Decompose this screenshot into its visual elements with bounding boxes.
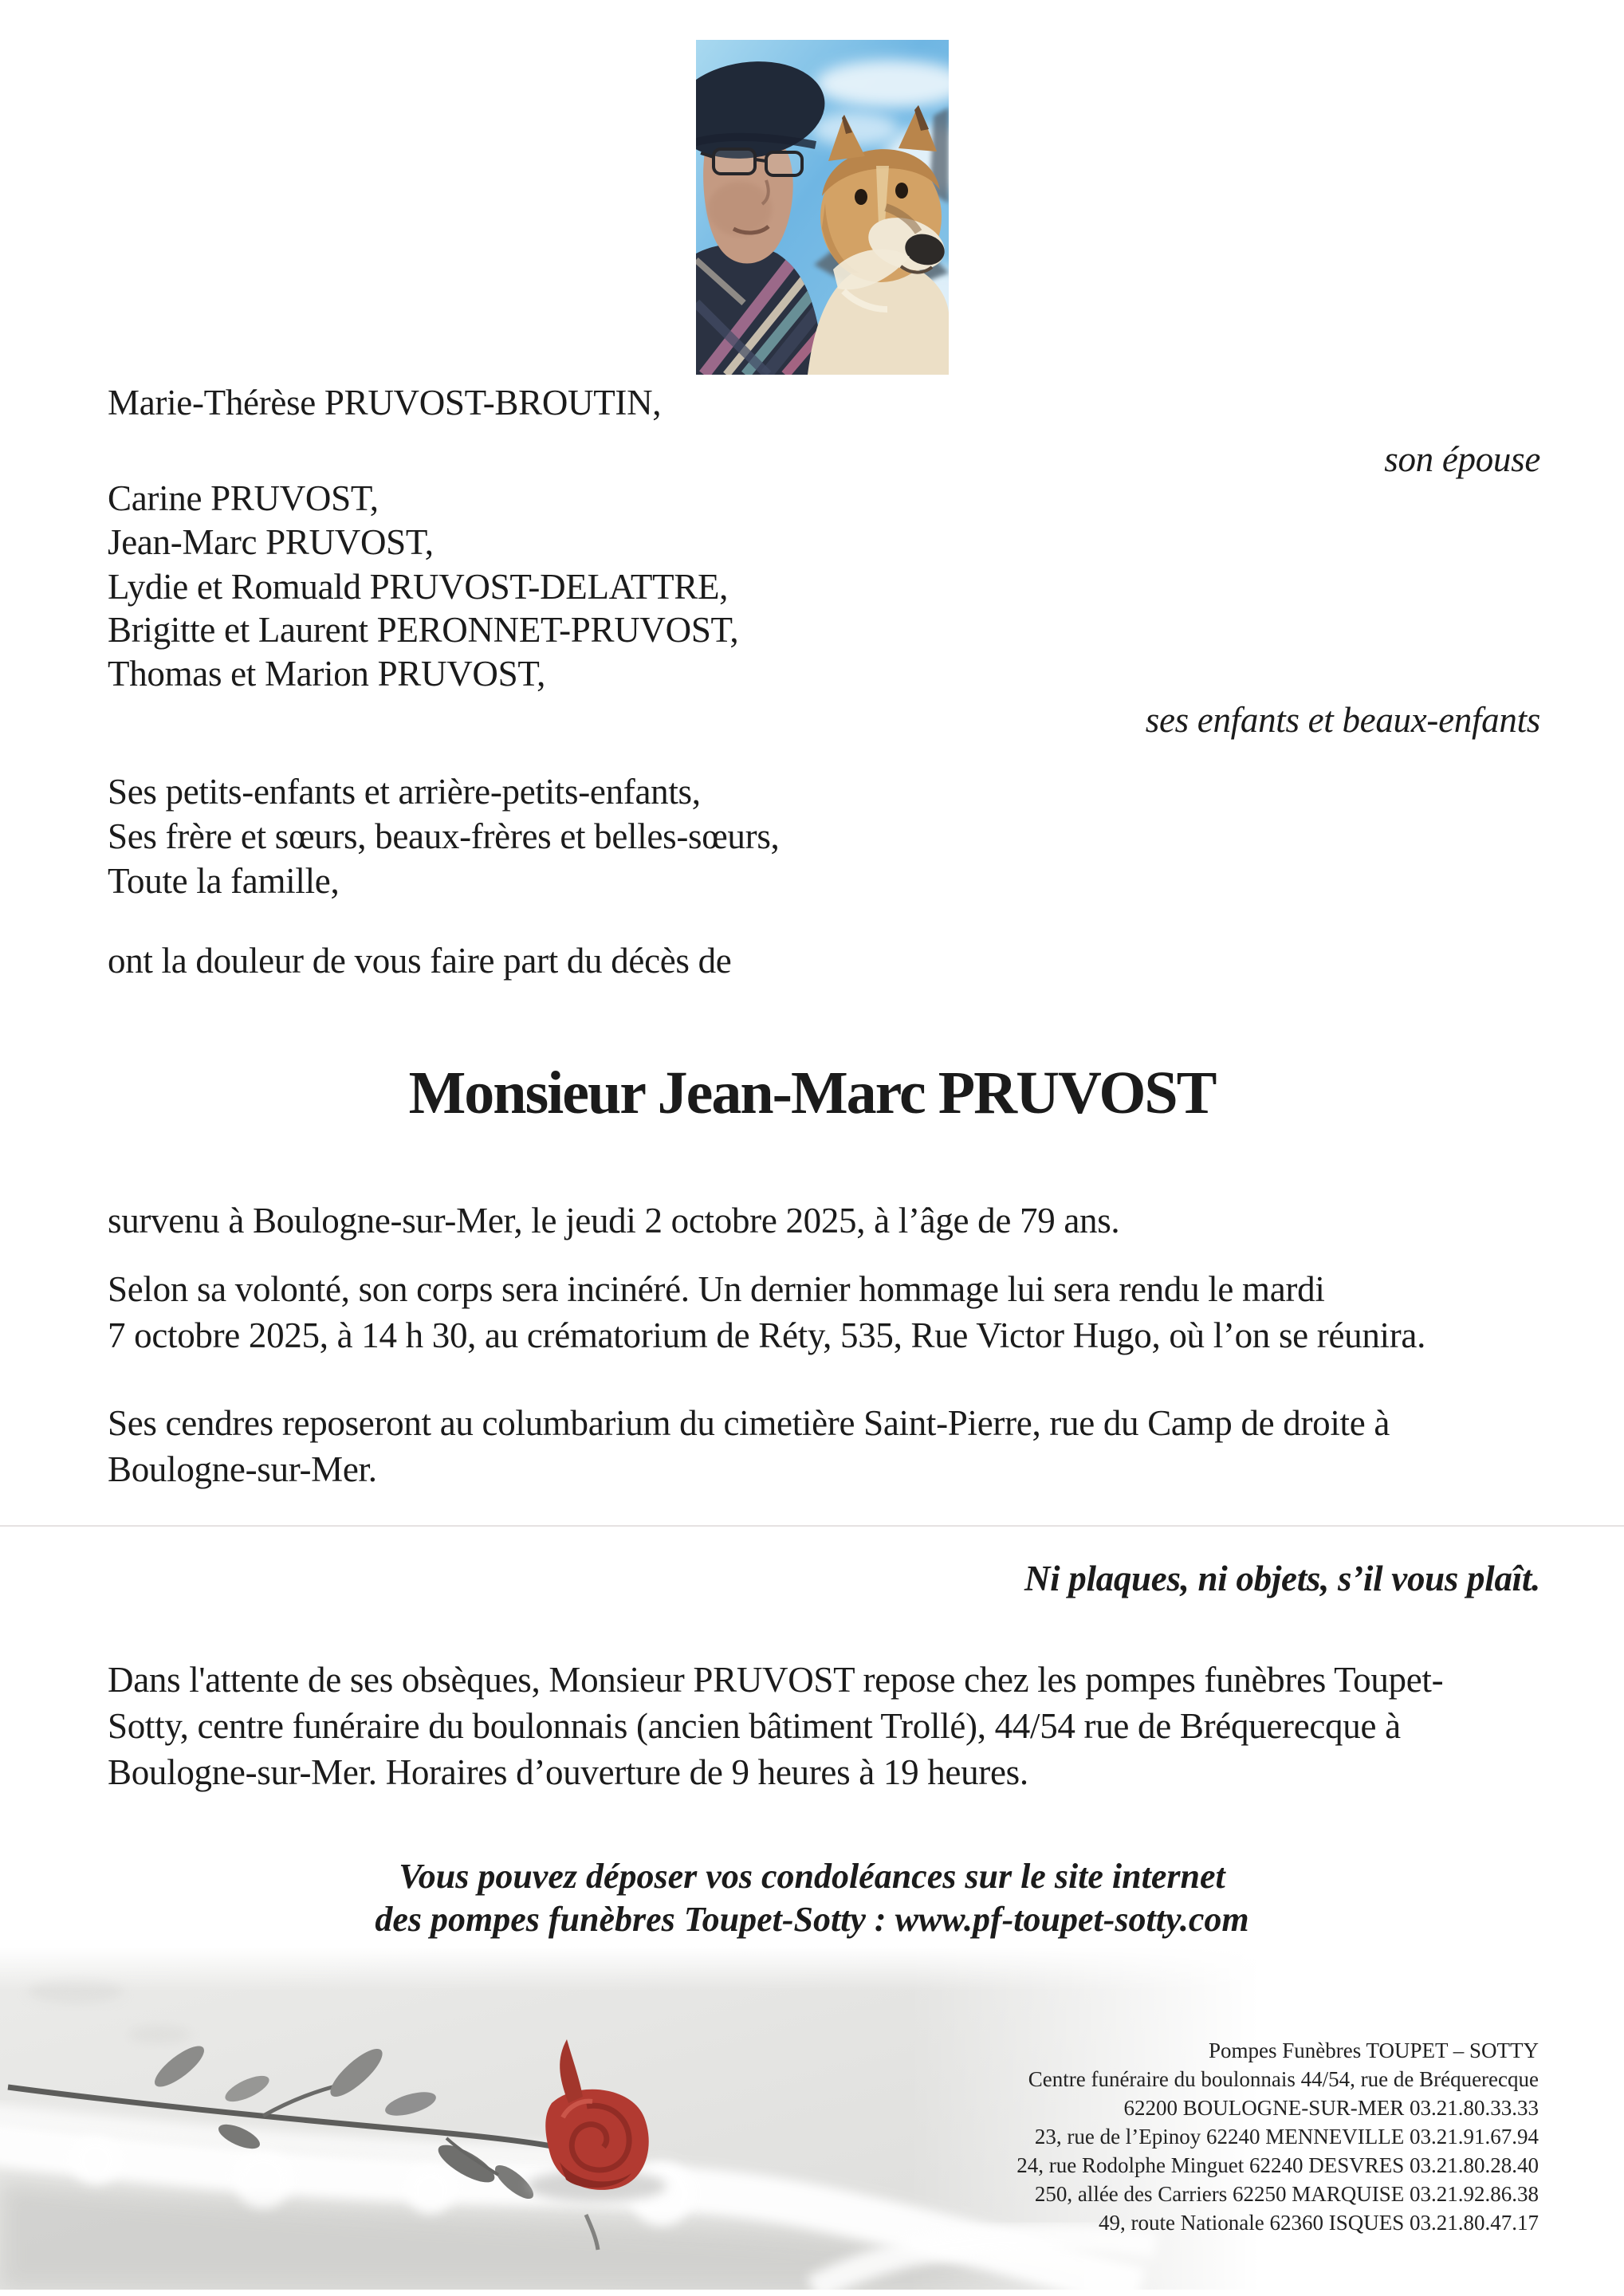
funeral-home-address-line: 23, rue de l’Epinoy 62240 MENNEVILLE 03.21.91.67.94 bbox=[1034, 2125, 1539, 2149]
child-name-line: Thomas et Marion PRUVOST, bbox=[108, 654, 546, 694]
intro-line: ont la douleur de vous faire part du décès de bbox=[108, 941, 732, 981]
no-plaques-notice: Ni plaques, ni objets, s’il vous plaît. bbox=[1024, 1559, 1540, 1598]
funeral-home-address-line: Centre funéraire du boulonnais 44/54, rue de Bréquerecque bbox=[1028, 2067, 1539, 2091]
child-name-line: Brigitte et Laurent PERONNET-PRUVOST, bbox=[108, 610, 739, 650]
funeral-home-address-line: 250, allée des Carriers 62250 MARQUISE 03.21.92.86.38 bbox=[1034, 2182, 1539, 2206]
funeral-home-address-line: 62200 BOULOGNE-SUR-MER 03.21.80.33.33 bbox=[1123, 2096, 1539, 2120]
condolences-website-line: des pompes funèbres Toupet-Sotty : www.pf-toupet-sotty.com bbox=[375, 1900, 1249, 1939]
portrait-photo-graphic bbox=[696, 40, 949, 375]
repose-line: Dans l'attente de ses obsèques, Monsieur PRUVOST repose chez les pompes funèbres Toupet- bbox=[108, 1660, 1444, 1700]
grandchildren-line: Ses petits-enfants et arrière-petits-enfants, bbox=[108, 772, 701, 812]
ashes-line: Boulogne-sur-Mer. bbox=[108, 1449, 377, 1489]
ceremony-line: Selon sa volonté, son corps sera incinéré. Un dernier hommage lui sera rendu le mardi bbox=[108, 1269, 1325, 1309]
spouse-name-line: Marie-Thérèse PRUVOST-BROUTIN, bbox=[108, 383, 662, 423]
child-name-line: Jean-Marc PRUVOST, bbox=[108, 522, 434, 562]
children-relation-label: ses enfants et beaux-enfants bbox=[1145, 700, 1540, 740]
spouse-relation-label: son épouse bbox=[1384, 439, 1540, 479]
child-name-line: Carine PRUVOST, bbox=[108, 478, 379, 518]
scan-divider-line bbox=[0, 1525, 1624, 1527]
child-name-line: Lydie et Romuald PRUVOST-DELATTRE, bbox=[108, 567, 729, 607]
funeral-home-block bbox=[1016, 2036, 1539, 2237]
funeral-home-address-line: 49, route Nationale 62360 ISQUES 03.21.80.47.17 bbox=[1099, 2211, 1539, 2235]
ceremony-line: 7 octobre 2025, à 14 h 30, au crématorium de Réty, 535, Rue Victor Hugo, où l’on se réunira. bbox=[108, 1315, 1426, 1355]
repose-line: Sotty, centre funéraire du boulonnais (ancien bâtiment Trollé), 44/54 rue de Bréquerecque à bbox=[108, 1706, 1401, 1746]
ashes-line: Ses cendres reposeront au columbarium du cimetière Saint-Pierre, rue du Camp de droite à bbox=[108, 1403, 1390, 1443]
portrait-photo bbox=[696, 40, 949, 375]
funeral-home-address-line: 24, rue Rodolphe Minguet 62240 DESVRES 03.21.80.28.40 bbox=[1016, 2153, 1539, 2177]
death-details-line: survenu à Boulogne-sur-Mer, le jeudi 2 octobre 2025, à l’âge de 79 ans. bbox=[108, 1201, 1120, 1240]
family-line: Toute la famille, bbox=[108, 861, 340, 901]
siblings-line: Ses frère et sœurs, beaux-frères et belles-sœurs, bbox=[108, 816, 780, 856]
condolences-line: Vous pouvez déposer vos condoléances sur le site internet bbox=[399, 1857, 1225, 1896]
glasses bbox=[701, 149, 802, 175]
deceased-name-title: Monsieur Jean-Marc PRUVOST bbox=[408, 1060, 1216, 1126]
repose-line: Boulogne-sur-Mer. Horaires d’ouverture de 9 heures à 19 heures. bbox=[108, 1752, 1028, 1792]
funeral-home-name: Pompes Funèbres TOUPET – SOTTY bbox=[1208, 2038, 1539, 2062]
